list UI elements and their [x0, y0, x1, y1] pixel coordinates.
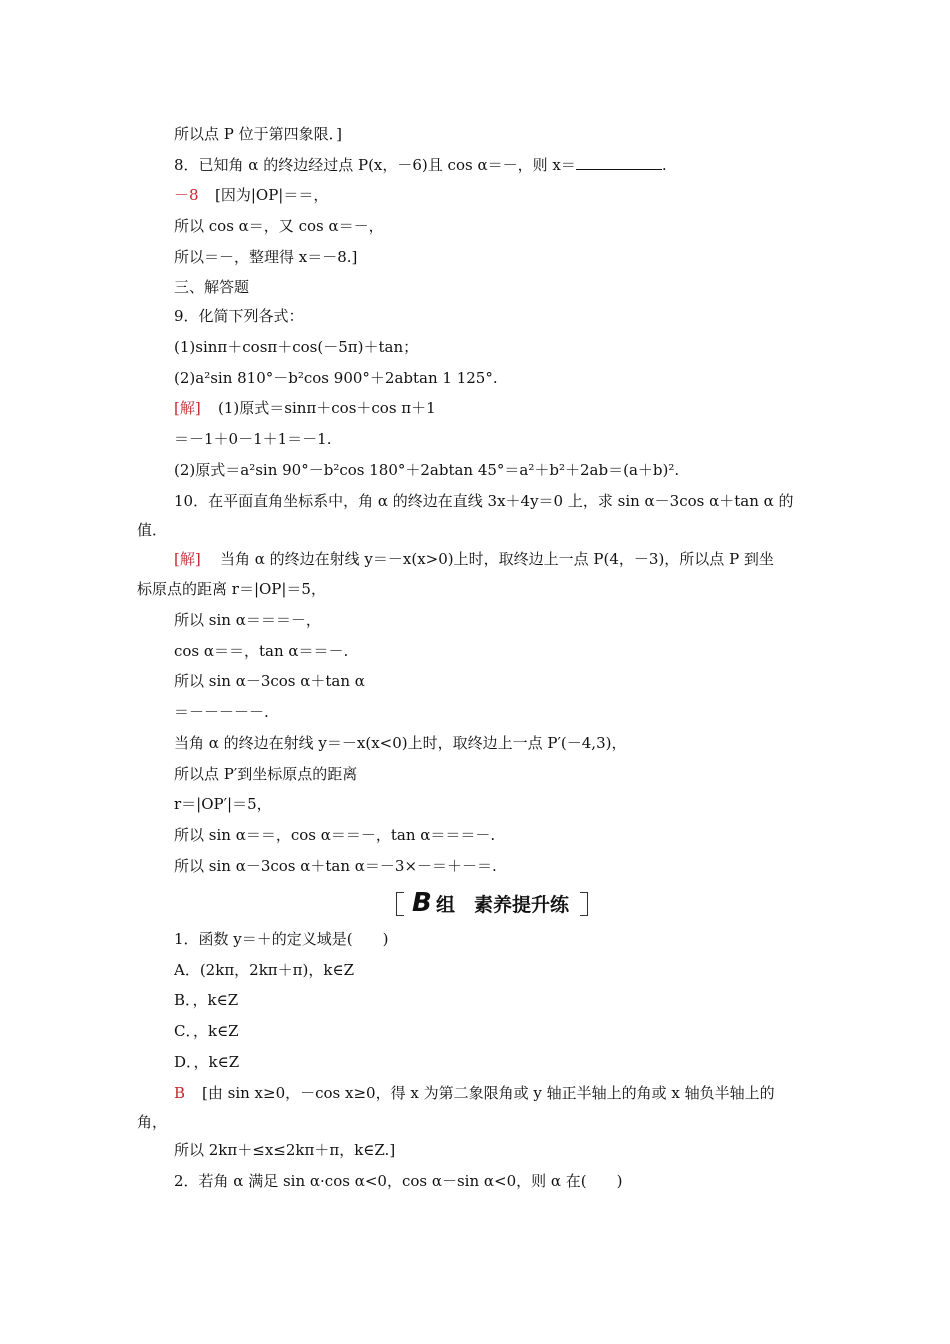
text-line-content: 所以 sin α＝＝，cos α＝＝－，tan α＝＝＝－.	[174, 826, 496, 844]
text-line	[215, 185, 328, 205]
text-line-content: [因为|OP|＝＝，	[215, 186, 329, 204]
text-line-content: B	[174, 1084, 186, 1102]
text-line-content: (2)a²sin 810°－b²cos 900°＋2abtan 1 125°.	[174, 369, 498, 387]
banner-title: 组 素养提升练	[436, 894, 570, 916]
text-line-content: A．(2kπ，2kπ＋π)，k∈Z	[174, 961, 354, 979]
text-line-content: 所以 sin α＝＝＝－，	[174, 611, 321, 629]
text-line	[202, 1083, 775, 1103]
text-line	[174, 610, 321, 630]
text-line-content: r＝|OP′|＝5，	[174, 795, 272, 813]
text-line-content: 8．已知角 α 的终边经过点 P(x，－6)且 cos α＝－，则 x＝	[174, 156, 576, 174]
text-line	[174, 702, 269, 722]
text-line-content: 当角 α 的终边在射线 y＝－x(x>0)上时，取终边上一点 P(4，－3)，所以点 P 到坐	[220, 550, 774, 568]
text-line	[174, 368, 498, 388]
text-line-content: 三、解答题	[174, 278, 250, 296]
text-line	[174, 764, 357, 784]
text-line	[174, 733, 626, 753]
text-line-content: 所以＝－，整理得 x＝－8.]	[174, 248, 358, 266]
text-line	[174, 856, 497, 876]
text-line-content: [解]	[174, 550, 201, 568]
text-line-content: 10．在平面直角坐标系中，角 α 的终边在直线 3x＋4y＝0 上，求 sin α－3cos α＋tan α 的	[174, 492, 794, 510]
answer-blank	[576, 155, 662, 170]
text-line-content: D．，k∈Z	[174, 1053, 240, 1071]
text-line	[174, 794, 272, 814]
text-line	[174, 216, 384, 236]
text-line-content: －8	[174, 186, 199, 204]
text-line	[174, 429, 332, 449]
text-line	[174, 1083, 185, 1103]
text-line-content: 值．	[137, 521, 168, 539]
banner-right-bracket	[580, 892, 588, 916]
text-line-content: 所以 sin α－3cos α＋tan α＝－3×－＝＋－＝.	[174, 857, 497, 875]
text-line-content: (1)原式＝sinπ＋cos＋cos π＋1	[218, 399, 436, 417]
text-line-content: 角，	[137, 1113, 168, 1131]
text-line	[174, 460, 679, 480]
text-line-content: 1．函数 y＝＋的定义域是( )	[174, 930, 389, 948]
text-line	[174, 185, 199, 205]
text-line-content: B．，k∈Z	[174, 991, 239, 1009]
text-line	[174, 1052, 239, 1072]
text-line	[174, 124, 342, 144]
text-line-content: 标原点的距离 r＝|OP|＝5，	[137, 580, 326, 598]
text-line	[174, 398, 201, 418]
text-line	[174, 1021, 239, 1041]
text-line-content: [由 sin x≥0，－cos x≥0，得 x 为第二象限角或 y 轴正半轴上的角或 x 轴负半轴上的	[202, 1084, 775, 1102]
banner-left-bracket	[396, 892, 404, 916]
text-line	[174, 491, 794, 511]
text-line-content: 所以点 P′到坐标原点的距离	[174, 765, 358, 783]
text-line-content: C．，k∈Z	[174, 1022, 239, 1040]
section-banner	[396, 890, 588, 920]
text-line	[174, 337, 418, 357]
text-line-content: ＝－1＋0－1＋1＝－1.	[174, 430, 332, 448]
text-line	[174, 1171, 623, 1191]
text-line	[174, 990, 238, 1010]
text-line	[174, 929, 389, 949]
text-line-content: 2．若角 α 满足 sin α·cos α<0，cos α－sin α<0，则 α 在( )	[174, 1172, 623, 1190]
text-line	[174, 671, 365, 691]
text-line	[174, 247, 357, 267]
text-line-content: ＝－－－－－.	[174, 703, 269, 721]
text-line	[174, 825, 495, 845]
text-line-content: 9．化简下列各式：	[174, 307, 304, 325]
text-line-content: 所以 2kπ＋≤x≤2kπ＋π，k∈Z.]	[174, 1141, 396, 1159]
text-line	[137, 1112, 167, 1132]
text-line	[174, 549, 201, 569]
text-line	[174, 277, 249, 297]
text-line-content: (1)sinπ＋cosπ＋cos(－5π)＋tan；	[174, 338, 419, 356]
text-line-content: 所以 sin α－3cos α＋tan α	[174, 672, 365, 690]
text-line	[137, 520, 167, 540]
text-line	[174, 155, 667, 175]
text-line-content: cos α＝＝，tan α＝＝－.	[174, 642, 349, 660]
text-line	[220, 549, 774, 569]
question-tail: .	[661, 156, 667, 174]
text-line-content: [解]	[174, 399, 201, 417]
text-line	[137, 579, 326, 599]
text-line	[174, 1140, 395, 1160]
text-line-content: (2)原式＝a²sin 90°－b²cos 180°＋2abtan 45°＝a²＋b²＋2ab＝(a＋b)².	[174, 461, 680, 479]
text-line-content: 所以 cos α＝，又 cos α＝－，	[174, 217, 384, 235]
text-line	[218, 398, 436, 418]
text-line-content: 当角 α 的终边在射线 y＝－x(x<0)上时，取终边上一点 P′(－4,3)，	[174, 734, 627, 752]
text-line-content: 所以点 P 位于第四象限．]	[174, 125, 342, 143]
banner-group-letter: B	[412, 888, 432, 918]
text-line	[174, 306, 304, 326]
text-line	[174, 960, 354, 980]
text-line	[174, 641, 348, 661]
